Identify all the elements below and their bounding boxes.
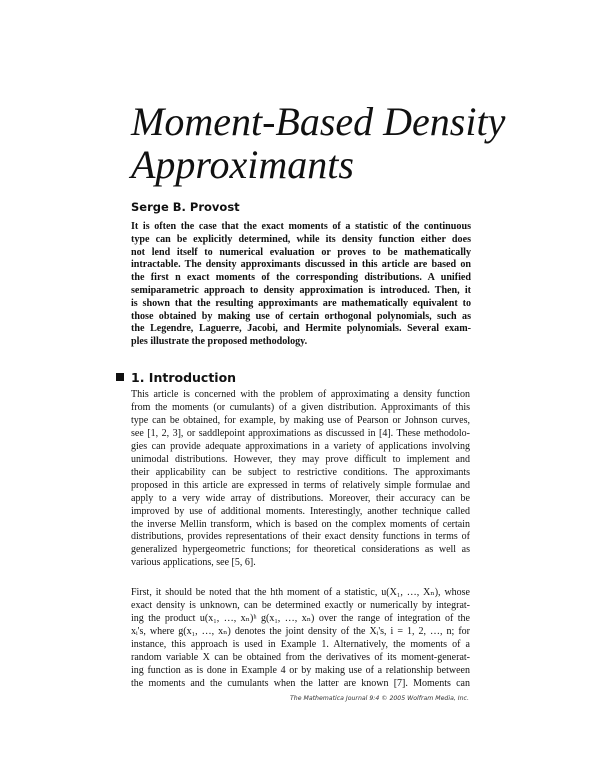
paragraph-line: First, it should be noted that the hth moment of a statistic, u(X₁, …, Xₙ), whose — [131, 587, 470, 598]
paragraph-line: the inverse Mellin transform, which is based on the complex moments of certain — [131, 518, 470, 530]
paragraph-line: type can be obtained, for example, by making use of Pearson or Johnson curves, — [131, 414, 470, 426]
paragraph-line: instance, this approach is used in Example 1. Alternatively, the moments of a — [131, 638, 470, 650]
journal-footer: The Mathematica Journal 9:4 © 2005 Wolfram Media, Inc. — [290, 695, 469, 702]
abstract-line: type can be explicitly determined, while its density function either does — [131, 233, 471, 245]
paragraph-line: xᵢ's, where g(x₁, …, xₙ) denotes the joint density of the Xᵢ's, i = 1, 2, …, n; for — [131, 625, 470, 637]
abstract-line: not lend itself to numerical evaluation or proves to be mathematically — [131, 246, 471, 258]
paragraph-line: This article is concerned with the problem of approximating a density function — [131, 389, 470, 400]
paragraph-line: ing function as is done in Example 4 or by making use of a relationship between — [131, 664, 470, 676]
body-paragraph — [131, 587, 470, 691]
title-line: Approximants — [131, 142, 354, 187]
section-title: 1. Introduction — [131, 370, 237, 385]
paragraph-line: ing the product u(x₁, …, xₙ)ʰ g(x₁, …, xₙ) over the range of integration of the — [131, 612, 470, 624]
paragraph-line: distributions, provides representations of their exact density functions in terms of — [131, 531, 470, 543]
paragraph-line: various applications, see [5, 6]. — [131, 557, 256, 569]
abstract-line: ples illustrate the proposed methodology. — [131, 336, 308, 348]
paragraph-line: proposed in this article are expressed in terms of relatively simple formulae and — [131, 479, 470, 491]
paragraph-line: the moments and the cumulants when the latter are known [7]. Moments can — [131, 677, 470, 689]
abstract-line: intractable. The density approximants discussed in this article are based on — [131, 259, 471, 271]
paragraph-line: random variable X can be obtained from the derivatives of its moment-generat- — [131, 651, 470, 663]
paragraph-line: apply to a very wide array of distributions. Moreover, their accuracy can be — [131, 492, 470, 504]
paragraph-line: exact density is unknown, can be determined exactly or numerically by integrat- — [131, 599, 470, 611]
paragraph-line: unimodal distributions. However, they may prove difficult to implement and — [131, 453, 470, 465]
abstract-line: semiparametric approach to density approximation is introduced. Then, it — [131, 284, 471, 296]
body-paragraph — [131, 389, 470, 570]
abstract-line: the Legendre, Laguerre, Jacobi, and Hermite polynomials. Several exam- — [131, 323, 471, 335]
paragraph-line: improved by use of additional moments. Interestingly, another technique called — [131, 505, 470, 517]
paragraph-line: from the moments (or cumulants) of a given distribution. Approximants of this — [131, 401, 470, 413]
author-name: Serge B. Provost — [131, 200, 240, 214]
paragraph-line: gies can provide adequate approximations in a variety of applications involving — [131, 440, 470, 452]
square-bullet-icon — [116, 373, 124, 381]
paragraph-line: their applicability can be subject to restrictive conditions. The approximants — [131, 466, 470, 478]
abstract-line: is shown that the resulting approximants are mathematically equivalent to — [131, 297, 471, 309]
title-line: Moment-Based Density — [131, 99, 506, 144]
article-title — [131, 100, 531, 186]
abstract-line: It is often the case that the exact moments of a statistic of the continuous — [131, 221, 471, 232]
abstract-line: those obtained by making use of certain orthogonal polynomials, such as — [131, 310, 471, 322]
abstract — [131, 221, 471, 349]
section-heading — [116, 370, 236, 385]
paragraph-line: generalized hypergeometric functions; for theoretical considerations as well as — [131, 544, 470, 556]
paragraph-line: see [1, 2, 3], or saddlepoint approximations as discussed in [4]. These methodolo- — [131, 427, 470, 439]
abstract-line: the first n exact moments of the corresponding distributions. A unified — [131, 272, 471, 284]
